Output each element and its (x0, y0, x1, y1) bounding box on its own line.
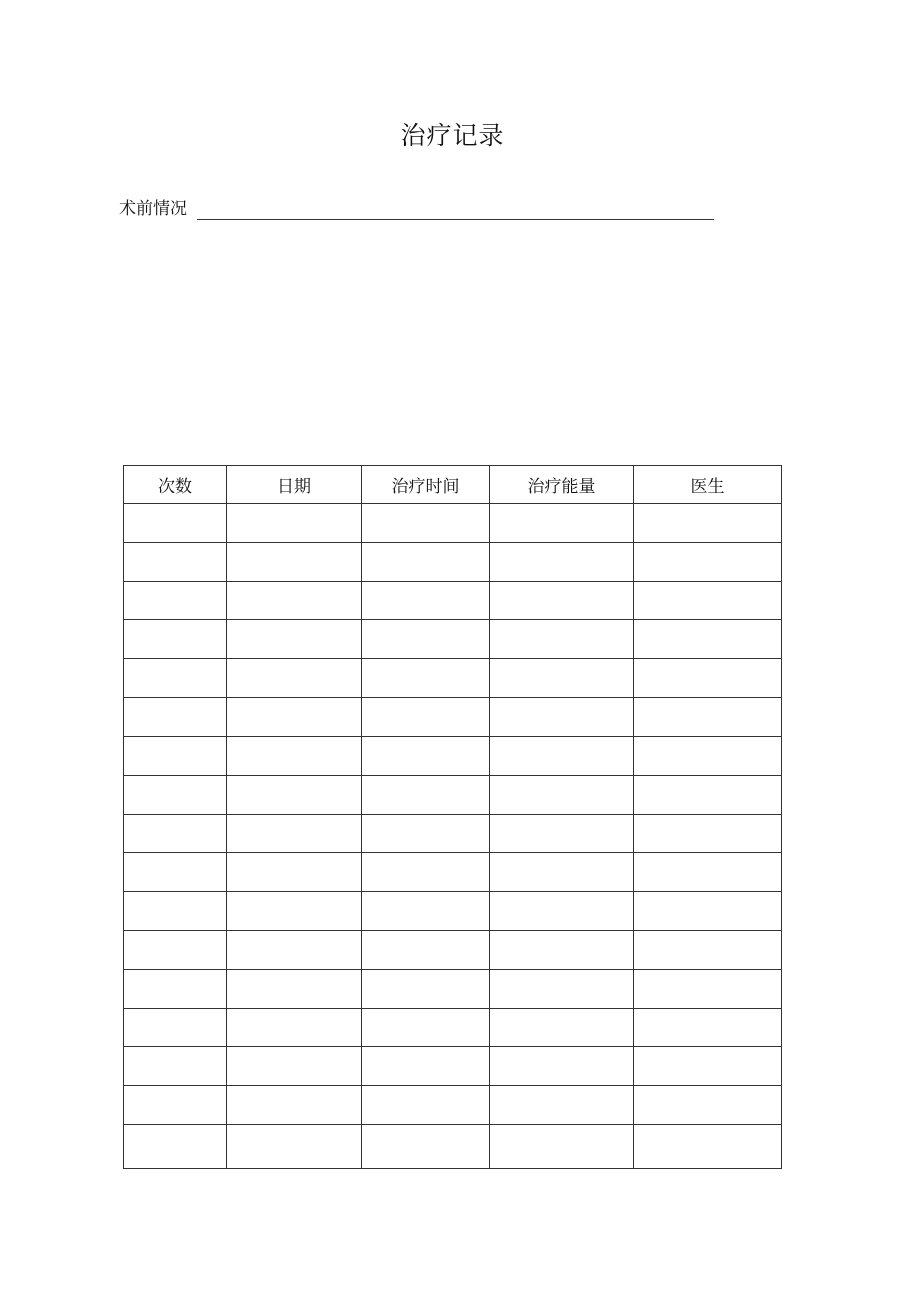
cell-treatment-time[interactable] (362, 1125, 490, 1169)
cell-treatment-time[interactable] (362, 853, 490, 892)
pre-op-section (119, 196, 714, 220)
cell-date[interactable] (227, 542, 362, 581)
table-row (124, 542, 782, 581)
cell-treatment-time[interactable] (362, 659, 490, 698)
cell-doctor[interactable] (634, 620, 782, 659)
cell-treatment-energy[interactable] (490, 969, 634, 1008)
cell-doctor[interactable] (634, 1047, 782, 1086)
cell-treatment-energy[interactable] (490, 1047, 634, 1086)
cell-date[interactable] (227, 504, 362, 543)
cell-treatment-energy[interactable] (490, 581, 634, 620)
cell-session-count[interactable] (124, 620, 227, 659)
cell-session-count[interactable] (124, 542, 227, 581)
table-row (124, 853, 782, 892)
cell-session-count[interactable] (124, 1086, 227, 1125)
cell-date[interactable] (227, 814, 362, 853)
cell-session-count[interactable] (124, 698, 227, 737)
cell-date[interactable] (227, 1125, 362, 1169)
cell-treatment-energy[interactable] (490, 542, 634, 581)
cell-session-count[interactable] (124, 504, 227, 543)
cell-treatment-energy[interactable] (490, 1125, 634, 1169)
cell-doctor[interactable] (634, 969, 782, 1008)
cell-date[interactable] (227, 1086, 362, 1125)
cell-treatment-time[interactable] (362, 620, 490, 659)
cell-session-count[interactable] (124, 775, 227, 814)
cell-treatment-time[interactable] (362, 892, 490, 931)
cell-session-count[interactable] (124, 736, 227, 775)
header-doctor: 医生 (634, 466, 782, 504)
cell-treatment-energy[interactable] (490, 853, 634, 892)
cell-session-count[interactable] (124, 930, 227, 969)
cell-doctor[interactable] (634, 1008, 782, 1047)
pre-op-input-line[interactable] (197, 201, 714, 220)
cell-treatment-energy[interactable] (490, 814, 634, 853)
cell-treatment-time[interactable] (362, 581, 490, 620)
cell-doctor[interactable] (634, 736, 782, 775)
cell-session-count[interactable] (124, 1008, 227, 1047)
cell-treatment-time[interactable] (362, 1086, 490, 1125)
cell-session-count[interactable] (124, 659, 227, 698)
page-title: 治疗记录 (400, 121, 505, 150)
cell-doctor[interactable] (634, 581, 782, 620)
cell-treatment-energy[interactable] (490, 930, 634, 969)
cell-date[interactable] (227, 581, 362, 620)
table-row (124, 969, 782, 1008)
table-row (124, 1125, 782, 1169)
cell-date[interactable] (227, 620, 362, 659)
cell-doctor[interactable] (634, 930, 782, 969)
cell-doctor[interactable] (634, 542, 782, 581)
cell-treatment-energy[interactable] (490, 892, 634, 931)
cell-treatment-time[interactable] (362, 1008, 490, 1047)
table-row (124, 698, 782, 737)
cell-doctor[interactable] (634, 698, 782, 737)
cell-date[interactable] (227, 775, 362, 814)
table-row (124, 1086, 782, 1125)
table-row (124, 1008, 782, 1047)
cell-date[interactable] (227, 1008, 362, 1047)
cell-date[interactable] (227, 698, 362, 737)
cell-treatment-time[interactable] (362, 736, 490, 775)
cell-session-count[interactable] (124, 853, 227, 892)
cell-doctor[interactable] (634, 892, 782, 931)
cell-treatment-energy[interactable] (490, 659, 634, 698)
cell-date[interactable] (227, 930, 362, 969)
cell-doctor[interactable] (634, 1125, 782, 1169)
pre-op-label: 术前情况 (119, 199, 187, 219)
cell-treatment-energy[interactable] (490, 620, 634, 659)
table-row (124, 775, 782, 814)
header-session-count: 次数 (124, 466, 227, 504)
cell-treatment-energy[interactable] (490, 775, 634, 814)
header-date: 日期 (227, 466, 362, 504)
cell-treatment-energy[interactable] (490, 1008, 634, 1047)
treatment-record-table (123, 465, 782, 1169)
header-treatment-energy: 治疗能量 (490, 466, 634, 504)
table-row (124, 504, 782, 543)
cell-date[interactable] (227, 969, 362, 1008)
cell-doctor[interactable] (634, 853, 782, 892)
cell-date[interactable] (227, 853, 362, 892)
cell-treatment-time[interactable] (362, 814, 490, 853)
cell-date[interactable] (227, 1047, 362, 1086)
table-row (124, 659, 782, 698)
table-body (124, 504, 782, 1169)
cell-treatment-energy[interactable] (490, 698, 634, 737)
cell-session-count[interactable] (124, 1047, 227, 1086)
header-treatment-time: 治疗时间 (362, 466, 490, 504)
cell-session-count[interactable] (124, 1125, 227, 1169)
cell-date[interactable] (227, 659, 362, 698)
cell-doctor[interactable] (634, 814, 782, 853)
cell-session-count[interactable] (124, 892, 227, 931)
table-row (124, 1047, 782, 1086)
cell-session-count[interactable] (124, 814, 227, 853)
cell-treatment-time[interactable] (362, 775, 490, 814)
cell-treatment-time[interactable] (362, 698, 490, 737)
cell-treatment-energy[interactable] (490, 504, 634, 543)
cell-doctor[interactable] (634, 504, 782, 543)
cell-doctor[interactable] (634, 1086, 782, 1125)
cell-session-count[interactable] (124, 581, 227, 620)
cell-treatment-time[interactable] (362, 542, 490, 581)
cell-doctor[interactable] (634, 775, 782, 814)
cell-date[interactable] (227, 892, 362, 931)
cell-treatment-time[interactable] (362, 969, 490, 1008)
cell-session-count[interactable] (124, 969, 227, 1008)
cell-treatment-time[interactable] (362, 930, 490, 969)
table-header-row (124, 466, 782, 504)
cell-date[interactable] (227, 736, 362, 775)
table-row (124, 581, 782, 620)
table-row (124, 736, 782, 775)
table-row (124, 892, 782, 931)
cell-treatment-time[interactable] (362, 1047, 490, 1086)
table-row (124, 930, 782, 969)
cell-treatment-energy[interactable] (490, 736, 634, 775)
table-row (124, 814, 782, 853)
cell-treatment-time[interactable] (362, 504, 490, 543)
table-row (124, 620, 782, 659)
cell-doctor[interactable] (634, 659, 782, 698)
cell-treatment-energy[interactable] (490, 1086, 634, 1125)
